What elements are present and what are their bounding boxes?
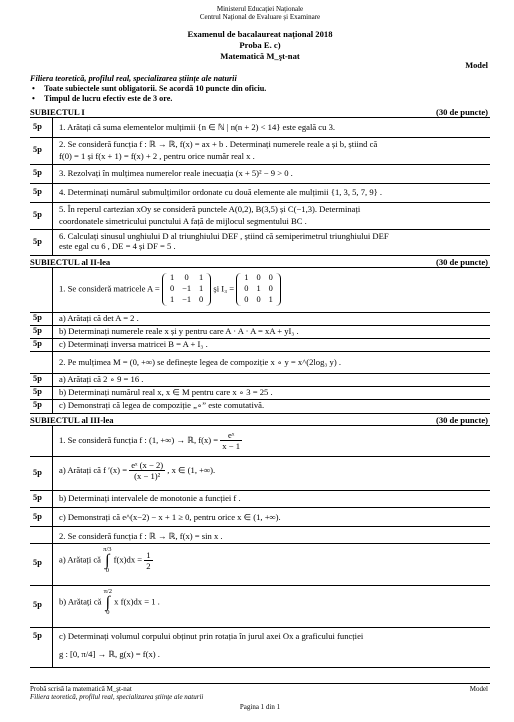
- integral-sign: π/2 ∫ 0: [103, 588, 112, 616]
- center-name: Centrul Național de Evaluare și Examinare: [199, 13, 321, 21]
- s3-item-1b: 5p b) Determinați intervalele de monotonie a funcției f .: [30, 490, 490, 508]
- s1-item-6: 5p 6. Calculați sinusul unghiului D al triunghiului DEF , știind că semiperimetrul triunghiului DEF este egal cu 6 , DE = 4 și DF = 5 .: [30, 229, 490, 256]
- filiera-text: Filiera teoretică, profilul real, specializarea științe ale naturii: [30, 74, 237, 83]
- model-label: Model: [465, 61, 488, 70]
- footer-page: Pagina 1 din 1: [239, 703, 281, 711]
- s3-item-2a: 5p a) Arătați că π/3 ∫ 0 f(x)dx = $\frac{1}{2}$: [30, 543, 490, 586]
- s3-intro-2: 2. Se consideră funcția f : ℝ → ℝ, f(x) = sin x .: [30, 526, 490, 544]
- s1-item-3: 5p 3. Rezolvați în mulțimea numerelor reale inecuația (x + 5)² − 9 > 0 .: [30, 164, 490, 184]
- s2-intro-law: 2. Pe mulțimea M = (0, +∞) se definește legea de compoziție x ∘ y = x^(2log₃ y) .: [30, 351, 490, 374]
- s2-item-2a: 5p a) Arătați că 2 ∘ 9 = 16 .: [30, 373, 490, 387]
- matrix-identity: 1 0 0 0 1 0 0 0 1: [236, 273, 281, 306]
- s1-item-2: 5p 2. Se consideră funcția f : ℝ → ℝ, f(x) = ax + b . Determinați numerele reale a și b, știind că f(0) = 1 și f(x + 1) = f(x) + 2 , pentru orice număr real x .: [30, 137, 490, 165]
- exam-title: Examenul de bacalaureat național 2018: [187, 29, 333, 39]
- instruction-bullet-2: • Timpul de lucru efectiv este de 3 ore.: [32, 94, 172, 104]
- exam-page: [30, 0, 490, 722]
- s2-item-1a: 5p a) Arătați că det A = 2 .: [30, 312, 490, 326]
- s2-item-1b: 5p b) Determinați numerele reale x și y pentru care A · A · A = xA + yI₃ .: [30, 325, 490, 339]
- s2-intro-matrices: 1. Se consideră matricele A = 1 0 1 0 −1 1 1 −1 0 și I₃ = 1 0 0 0 1 0 0 0 1: [30, 268, 490, 313]
- s2-item-2b: 5p b) Determinați numărul real x, x ∈ M pentru care x ∘ 3 = 25 .: [30, 386, 490, 400]
- integral-sign: π/3 ∫ 0: [103, 546, 112, 574]
- s3-item-1c: 5p c) Demonstrați că e^(x−2) − x + 1 ≥ 0, pentru orice x ∈ (1, +∞).: [30, 507, 490, 527]
- section-3-header: SUBIECTUL al III-lea (30 de puncte): [30, 415, 488, 425]
- section-1-header: SUBIECTUL I (30 de puncte): [30, 107, 488, 117]
- s2-item-2c: 5p c) Demonstrați că legea de compoziție „∘” este comutativă.: [30, 399, 490, 414]
- s3-item-2b: 5p b) Arătați că π/2 ∫ 0 x f(x)dx = 1 .: [30, 585, 490, 628]
- instruction-bullet-1: • Toate subiectele sunt obligatorii. Se acordă 10 puncte din oficiu.: [32, 84, 266, 94]
- ministry-name: Ministerul Educației Naționale: [216, 5, 304, 13]
- s1-item-5: 5p 5. În reperul cartezian xOy se consideră punctele A(0,2), B(3,5) și C(−1,3). Determinați coordonatele simetricului punctului A față de mijlocul segmentului BC .: [30, 202, 490, 230]
- s3-item-1a: 5p a) Arătați că f ′(x) = $\frac{\text{eˣ (x − 2)}}{\text{(x − 1)²}}$ , x ∈ (1, +∞).: [30, 456, 490, 491]
- s3-intro-1: 1. Se consideră funcția f : (1, +∞) → ℝ, f(x) = $\frac{\text{eˣ}}{x - 1}$: [30, 426, 490, 457]
- matrix-a: 1 0 1 0 −1 1 1 −1 0: [162, 273, 211, 306]
- footer-line2: Filiera teoretică, profilul real, specializarea științe ale naturii: [30, 693, 204, 701]
- s1-item-4: 5p 4. Determinați numărul submulțimilor ordonate cu două elemente ale mulțimii {1, 3, 5, 7, 9} .: [30, 183, 490, 203]
- exam-subject: Matematică M_şt-nat: [220, 51, 300, 61]
- footer-line1: Probă scrisă la matematică M_şt-nat Model: [30, 685, 488, 693]
- s2-item-1c: 5p c) Determinați inversa matricei B = A + I₃ .: [30, 338, 490, 352]
- section-2-header: SUBIECTUL al II-lea (30 de puncte): [30, 257, 488, 267]
- exam-proba: Proba E. c): [239, 40, 281, 50]
- s3-item-2c: 5p c) Determinați volumul corpului obținut prin rotația în jurul axei Ox a graficului funcției g : [0, π/4] → ℝ, g(x) = f(x) .: [30, 627, 490, 668]
- s1-item-1: 5p 1. Arătați că suma elementelor mulțimii {n ∈ ℕ | n(n + 2) < 14} este egală cu 3.: [30, 118, 490, 138]
